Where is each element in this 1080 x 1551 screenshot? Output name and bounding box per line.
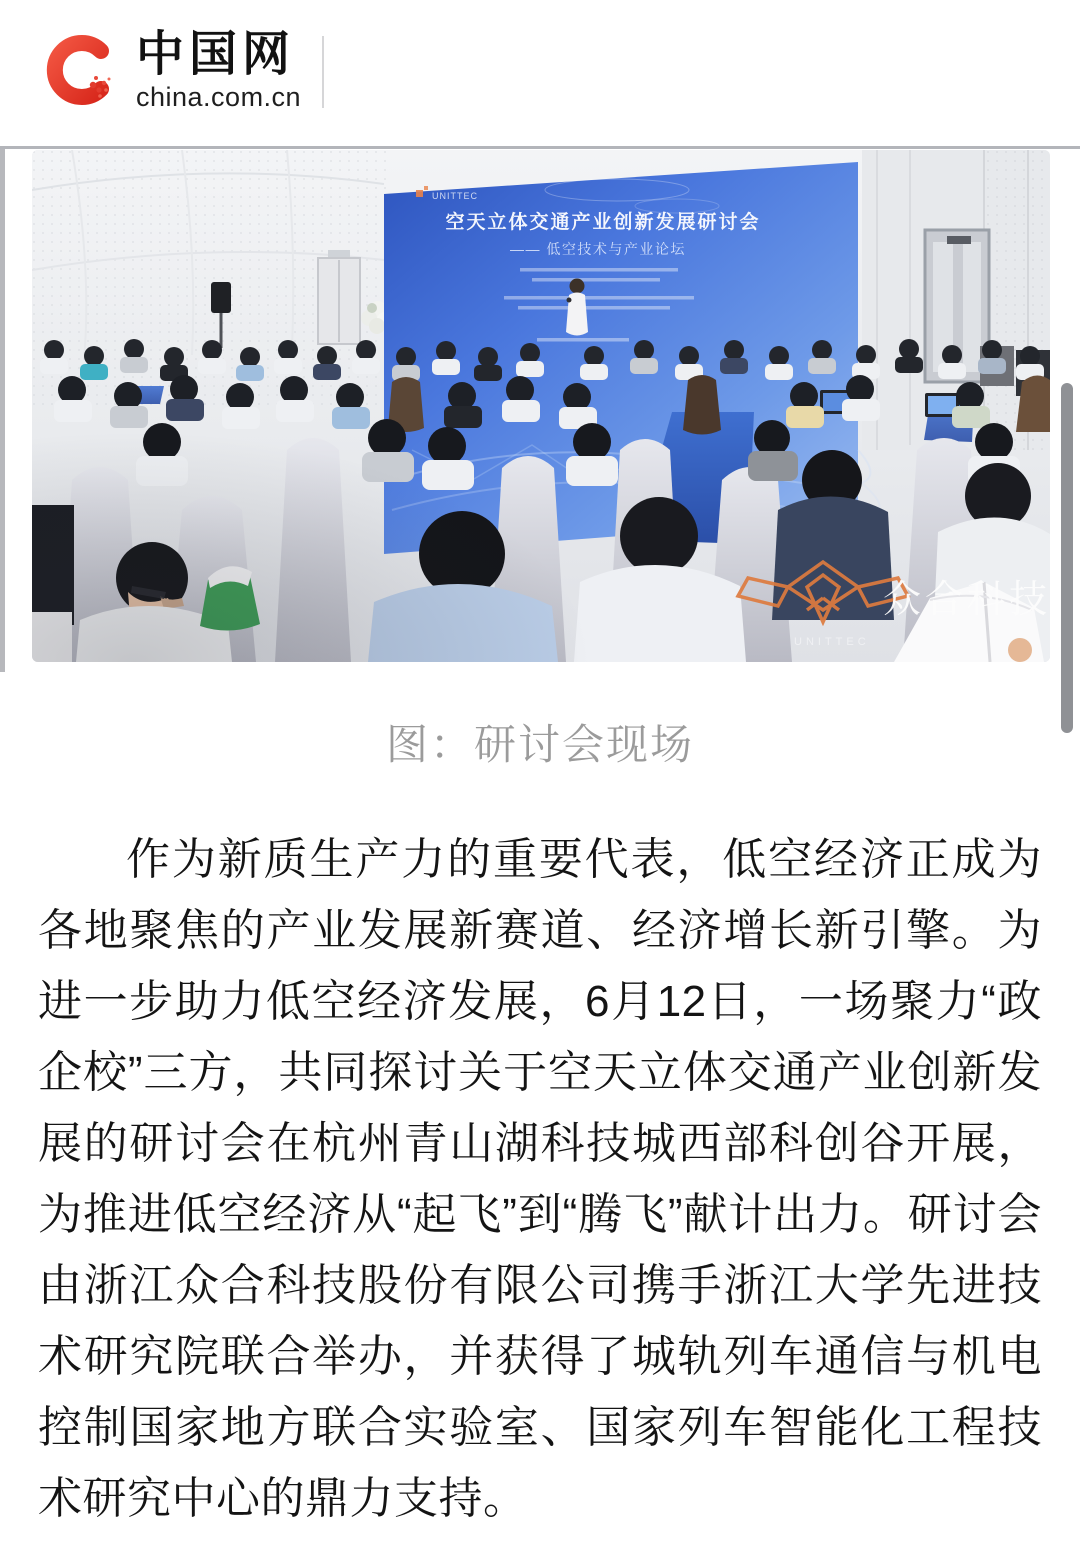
site-logo[interactable]: [40, 30, 301, 112]
article-paragraph: 作为新质生产力的重要代表，低空经济正成为各地聚焦的产业发展新赛道、经济增长新引擎。为进一步助力低空经济发展，6月12日，一场聚力“政企校”三方，共同探讨关于空天立体交通产业创新发展的研讨会在杭州青山湖科技城西部科创谷开展，为推进低空经济从“起飞”到“腾飞”献计出力。研讨会由浙江众合科技股份有限公司携手浙江大学先进技术研究院联合举办，并获得了城轨列车通信与机电控制国家地方联合实验室、国家列车智能化工程技术研究中心的鼎力支持。: [38, 835, 1042, 1523]
scrollbar-thumb[interactable]: [1061, 383, 1073, 733]
photo-vignette: [32, 150, 1050, 662]
article-photo[interactable]: [32, 150, 1050, 662]
conference-photo-illustration: [32, 150, 1050, 662]
china-net-logo-icon: [40, 30, 120, 110]
logo-text-block: [136, 30, 301, 112]
article-body: [0, 824, 1080, 1534]
logo-divider: [322, 36, 324, 108]
site-header: [0, 0, 1080, 146]
header-rule: [0, 146, 1080, 149]
carousel-edge-strip: [0, 149, 5, 672]
photo-caption: 图：研讨会现场: [385, 721, 694, 768]
site-url: china.com.cn: [136, 82, 302, 112]
site-name: 中国网: [136, 28, 296, 81]
